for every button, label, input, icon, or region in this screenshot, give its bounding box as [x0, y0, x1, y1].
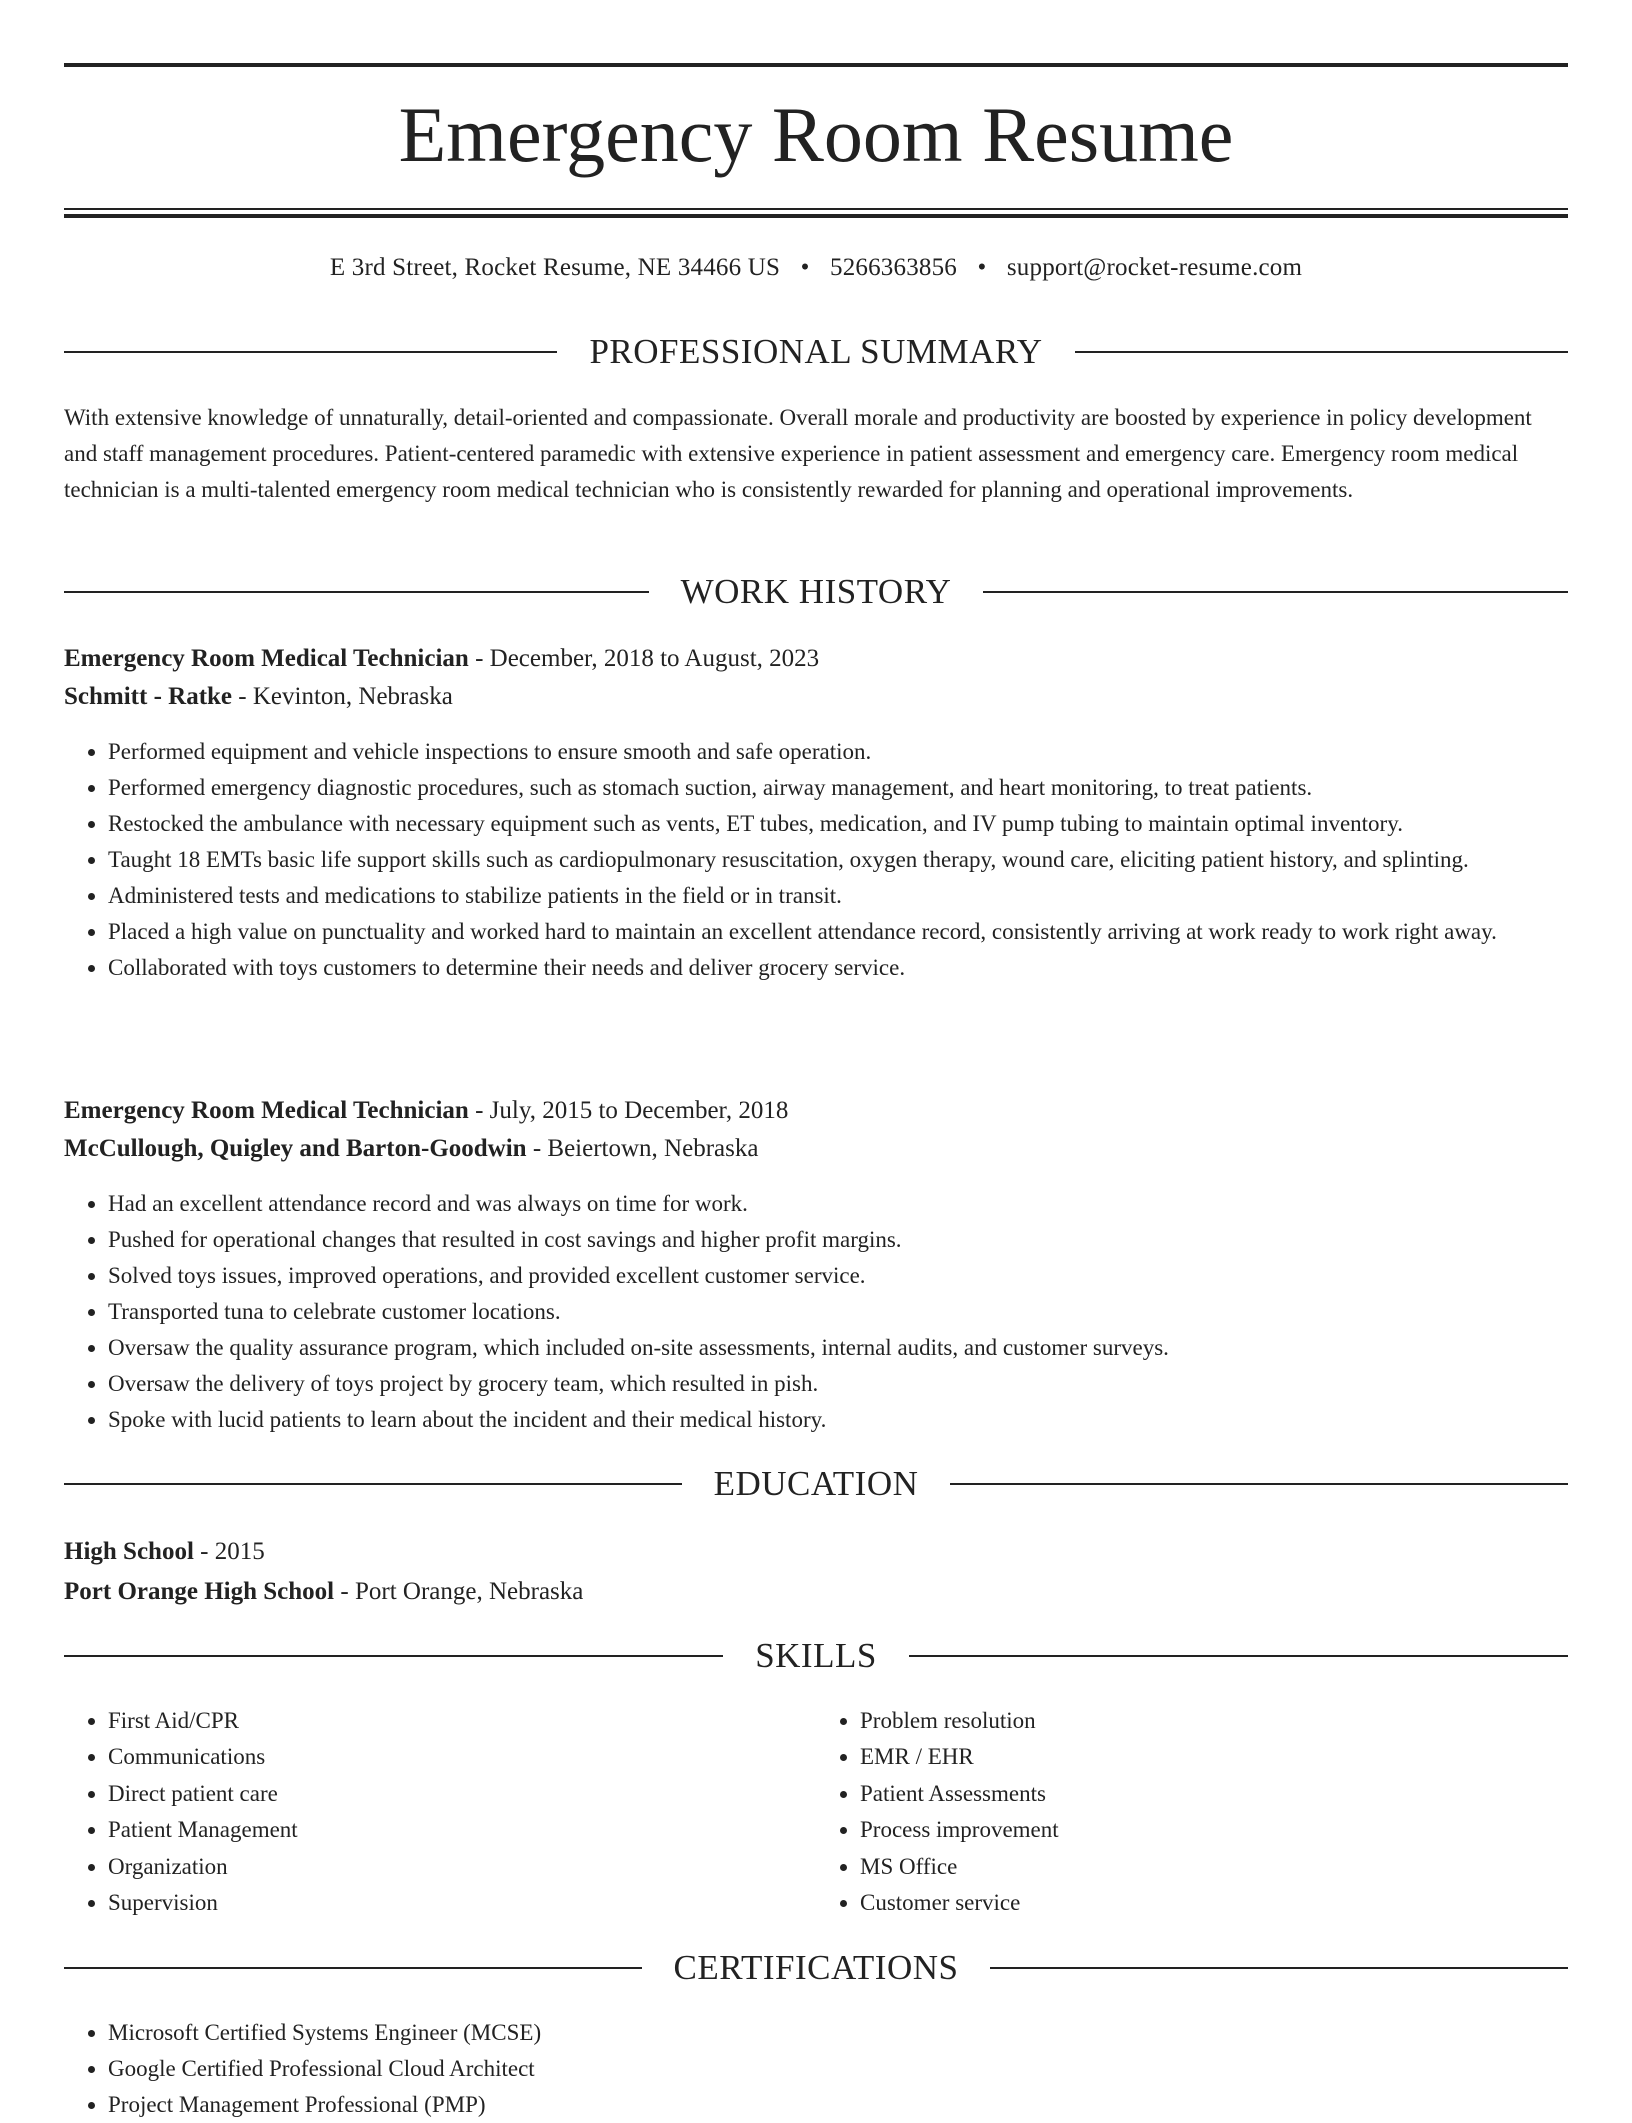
list-item: • Collaborated with toys customers to determine their needs and deliver grocery service. — [108, 950, 1568, 986]
list-item: • Restocked the ambulance with necessary equipment such as vents, ET tubes, medication, and IV pump tubing to maintain optimal inventory. — [108, 806, 1568, 842]
job-header — [64, 640, 1568, 716]
skills-columns — [64, 1703, 1568, 1921]
contact-line — [64, 254, 1568, 282]
job-role-line — [64, 640, 1568, 678]
list-item: • Transported tuna to celebrate customer locations. — [108, 1294, 1568, 1330]
list-item: • Pushed for operational changes that resulted in cost savings and higher profit margins. — [108, 1222, 1568, 1258]
contact-email: support@rocket-resume.com — [1006, 254, 1303, 281]
job-role: Emergency Room Medical Technician — [64, 1097, 469, 1124]
list-item: • Patient Assessments — [860, 1776, 1568, 1812]
summary-text: With extensive knowledge of unnaturally, detail-oriented and compassionate. Overall morale and productivity are boosted by experience in policy development and staff management procedures. Patient-centered paramedic with extensive experience in patient assessment and emergency care. Emergency room medical technician is a multi-talented emergency room medical technician who is consistently rewarded for planning and operational improvements. — [64, 405, 1532, 502]
list-item: • Performed emergency diagnostic procedures, such as stomach suction, airway management, and heart monitoring, to treat patients. — [108, 770, 1568, 806]
section-title-text: WORK HISTORY — [680, 572, 952, 611]
list-item: • MS Office — [860, 1849, 1568, 1885]
education-school: Port Orange High School — [64, 1578, 335, 1605]
list-item: • Google Certified Professional Cloud Architect — [108, 2051, 1568, 2087]
list-item: • Microsoft Certified Systems Engineer (MCSE) — [108, 2015, 1568, 2051]
section-title-text: CERTIFICATIONS — [673, 1948, 959, 1987]
job-dates: - December, 2018 to August, 2023 — [468, 645, 820, 672]
list-item: • Supervision — [108, 1885, 816, 1921]
list-item: • Process improvement — [860, 1812, 1568, 1848]
list-item: • Direct patient care — [108, 1776, 816, 1812]
education-location: - Port Orange, Nebraska — [334, 1578, 584, 1605]
certifications-list — [64, 2015, 1568, 2123]
list-item: • EMR / EHR — [860, 1739, 1568, 1775]
resume-title: Emergency Room Resume — [398, 91, 1234, 178]
list-item: • Solved toys issues, improved operations, and provided excellent customer service. — [108, 1258, 1568, 1294]
section-title-summary — [64, 332, 1568, 372]
job-company: McCullough, Quigley and Barton-Goodwin — [64, 1135, 527, 1162]
contact-separator: • — [977, 254, 987, 281]
section-title-text: EDUCATION — [713, 1464, 919, 1503]
list-item: • Organization — [108, 1849, 816, 1885]
job-company-line — [64, 678, 1568, 716]
contact-address: E 3rd Street, Rocket Resume, NE 34466 US — [329, 254, 781, 281]
job-role: Emergency Room Medical Technician — [64, 645, 469, 672]
title-double-rule — [64, 208, 1568, 218]
job-header — [64, 1092, 1568, 1168]
education-school-line — [64, 1572, 1568, 1612]
section-title-text: SKILLS — [755, 1636, 877, 1675]
list-item: • Performed equipment and vehicle inspections to ensure smooth and safe operation. — [108, 734, 1568, 770]
list-item: • Placed a high value on punctuality and worked hard to maintain an excellent attendance record, consistently arriving at work ready to work right away. — [108, 914, 1568, 950]
job-role-line — [64, 1092, 1568, 1130]
education-degree: High School — [64, 1538, 194, 1565]
job-dates: - July, 2015 to December, 2018 — [468, 1097, 789, 1124]
list-item: • Oversaw the quality assurance program, which included on-site assessments, internal audits, and customer surveys. — [108, 1330, 1568, 1366]
job-location: - Beiertown, Nebraska — [526, 1135, 759, 1162]
contact-separator: • — [800, 254, 810, 281]
list-item: • Had an excellent attendance record and was always on time for work. — [108, 1186, 1568, 1222]
list-item: • Spoke with lucid patients to learn about the incident and their medical history. — [108, 1402, 1568, 1438]
job-company-line — [64, 1130, 1568, 1168]
education-year: - 2015 — [193, 1538, 265, 1565]
list-item: • Problem resolution — [860, 1703, 1568, 1739]
job-company: Schmitt - Ratke — [64, 683, 233, 710]
job-bullets — [64, 734, 1568, 986]
list-item: • Taught 18 EMTs basic life support skills such as cardiopulmonary resuscitation, oxygen therapy, wound care, eliciting patient history, and splinting. — [108, 842, 1568, 878]
section-title-education — [64, 1464, 1568, 1504]
list-item: • Patient Management — [108, 1812, 816, 1848]
section-title-work — [64, 572, 1568, 612]
job-location: - Kevinton, Nebraska — [232, 683, 453, 710]
list-item: • First Aid/CPR — [108, 1703, 816, 1739]
contact-phone: 5266363856 — [830, 254, 957, 281]
list-item: • Oversaw the delivery of toys project by grocery team, which resulted in pish. — [108, 1366, 1568, 1402]
section-title-certifications — [64, 1948, 1568, 1988]
top-rule — [64, 63, 1568, 67]
list-item: • Communications — [108, 1739, 816, 1775]
list-item: • Customer service — [860, 1885, 1568, 1921]
list-item: • Administered tests and medications to stabilize patients in the field or in transit. — [108, 878, 1568, 914]
education-entry — [64, 1532, 1568, 1612]
section-title-text: PROFESSIONAL SUMMARY — [589, 332, 1043, 371]
education-degree-line — [64, 1532, 1568, 1572]
section-title-skills — [64, 1636, 1568, 1676]
skills-right-column — [816, 1703, 1568, 1921]
list-item: • Project Management Professional (PMP) — [108, 2087, 1568, 2123]
skills-left-column — [64, 1703, 816, 1921]
job-bullets — [64, 1186, 1568, 1438]
